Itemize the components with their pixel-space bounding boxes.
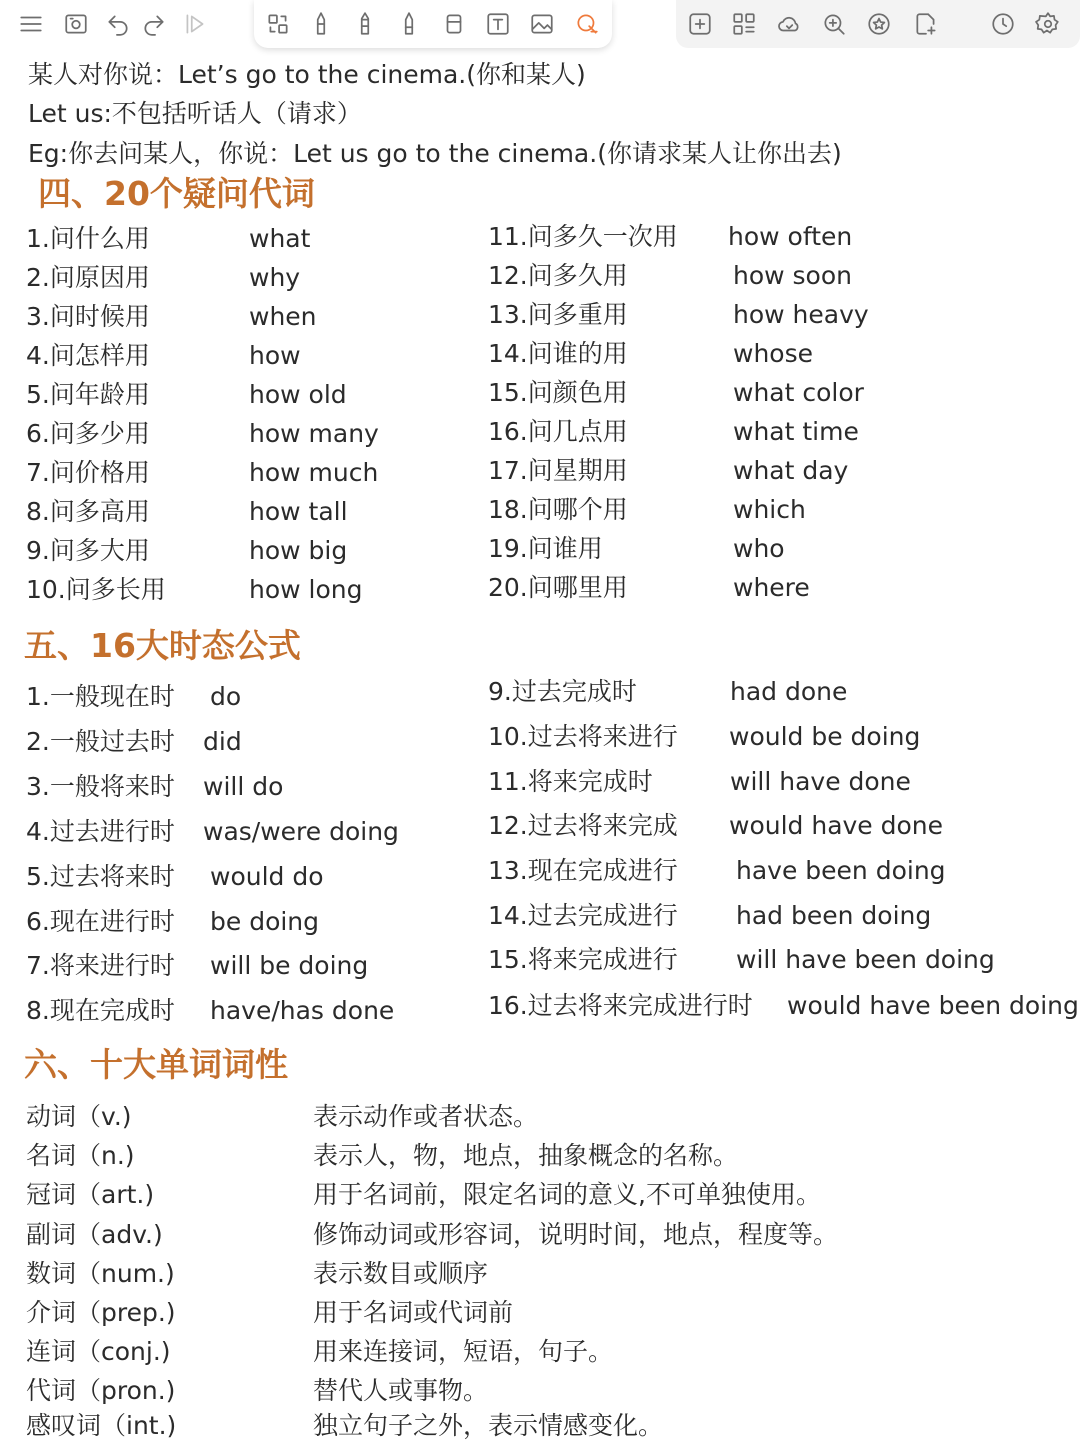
cloud-sync-icon[interactable] [774,9,804,39]
pronoun-en-13: how heavy [733,300,869,329]
tense-cn-3: 3.一般将来时 [26,772,175,801]
pronoun-en-15: what color [733,378,864,407]
redo-icon[interactable] [139,9,169,39]
pos-term-5: 数词（num.) [26,1259,175,1288]
pronoun-en-9: how big [249,536,348,565]
tense-cn-16: 16.过去将来完成进行时 [488,991,753,1020]
grid-view-icon[interactable] [729,9,759,39]
pos-term-8: 代词（pron.) [26,1376,176,1405]
pos-desc-7: 用来连接词，短语，句子。 [313,1337,614,1366]
pronoun-cn-12: 12.问多久用 [488,261,628,290]
tense-cn-2: 2.一般过去时 [26,727,175,756]
pronoun-en-18: which [733,495,806,524]
pronoun-cn-1: 1.问什么用 [26,224,150,253]
pronoun-cn-20: 20.问哪里用 [488,573,628,602]
pos-desc-8: 替代人或事物。 [313,1376,489,1405]
pencil-icon[interactable] [350,9,380,39]
pos-term-4: 副词（adv.) [26,1220,163,1249]
intro-line-1: 某人对你说：Let’s go to the cinema.(你和某人) [28,60,586,89]
tense-en-3: will do [203,772,284,801]
pronoun-cn-19: 19.问谁用 [488,534,603,563]
tense-cn-13: 13.现在完成进行 [488,856,678,885]
pos-term-6: 介词（prep.) [26,1298,176,1327]
pronoun-en-1: what [249,224,311,253]
undo-icon[interactable] [103,9,133,39]
pronoun-cn-3: 3.问时候用 [26,302,150,331]
highlighter-icon[interactable] [394,9,424,39]
tense-en-12: would have done [729,811,944,840]
play-icon[interactable] [180,9,210,39]
pronoun-cn-8: 8.问多高用 [26,497,150,526]
export-page-icon[interactable] [911,9,941,39]
pronoun-en-20: where [733,573,810,602]
image-icon[interactable] [527,9,557,39]
pronoun-cn-11: 11.问多久一次用 [488,222,678,251]
pronoun-en-3: when [249,302,317,331]
section-6-heading: 六、十大单词词性 [24,1045,288,1084]
pronoun-en-7: how much [249,458,379,487]
section-5-heading: 五、16大时态公式 [24,626,301,665]
tense-cn-14: 14.过去完成进行 [488,901,678,930]
pronoun-cn-13: 13.问多重用 [488,300,628,329]
tense-en-14: had been doing [736,901,932,930]
pronoun-cn-17: 17.问星期用 [488,456,628,485]
pos-term-9: 感叹词（int.) [26,1411,177,1440]
zoom-in-icon[interactable] [819,9,849,39]
pronoun-en-19: who [733,534,785,563]
tense-en-2: did [203,727,242,756]
pos-desc-6: 用于名词或代词前 [313,1298,514,1327]
shape-lasso-icon[interactable] [572,9,602,39]
tense-en-9: had done [730,677,848,706]
lasso-select-icon[interactable] [263,9,293,39]
settings-icon[interactable] [1033,9,1063,39]
pronoun-cn-5: 5.问年龄用 [26,380,150,409]
tense-en-6: be doing [210,907,320,936]
pronoun-en-11: how often [728,222,853,251]
pronoun-cn-4: 4.问怎样用 [26,341,150,370]
pronoun-cn-18: 18.问哪个用 [488,495,628,524]
intro-line-3: Eg:你去问某人，你说：Let us go to the cinema.(你请求某人让你出去) [28,139,842,168]
pos-desc-9: 独立句子之外，表示情感变化。 [313,1411,664,1440]
pronoun-en-17: what day [733,456,849,485]
pronoun-en-14: whose [733,339,813,368]
tense-en-13: have been doing [736,856,946,885]
pronoun-cn-16: 16.问几点用 [488,417,628,446]
pos-term-3: 冠词（art.) [26,1180,155,1209]
tense-en-5: would do [210,862,324,891]
pronoun-en-2: why [249,263,301,292]
add-page-icon[interactable] [685,9,715,39]
pronoun-en-8: how tall [249,497,348,526]
pronoun-cn-2: 2.问原因用 [26,263,150,292]
intro-line-2: Let us:不包括听话人（请求） [28,99,362,128]
tense-cn-8: 8.现在完成时 [26,996,175,1025]
tense-cn-5: 5.过去将来时 [26,862,175,891]
eraser-icon[interactable] [439,9,469,39]
pos-term-7: 连词（conj.) [26,1337,171,1366]
pronoun-en-6: how many [249,419,379,448]
tense-en-7: will be doing [210,951,369,980]
tense-cn-9: 9.过去完成时 [488,677,637,706]
history-icon[interactable] [988,9,1018,39]
tense-cn-7: 7.将来进行时 [26,951,175,980]
pos-desc-2: 表示人，物，地点，抽象概念的名称。 [313,1141,739,1170]
pronoun-en-5: how old [249,380,347,409]
pos-desc-3: 用于名词前，限定名词的意义,不可单独使用。 [313,1180,821,1209]
text-box-icon[interactable] [483,9,513,39]
tense-cn-11: 11.将来完成时 [488,767,653,796]
menu-icon[interactable] [16,9,46,39]
section-4-heading: 四、20个疑问代词 [38,174,315,213]
tense-en-15: will have been doing [736,945,995,974]
tense-en-16: would have been doing [787,991,1079,1020]
pronoun-cn-9: 9.问多大用 [26,536,150,565]
pronoun-en-12: how soon [733,261,852,290]
pronoun-en-10: how long [249,575,363,604]
pos-desc-4: 修饰动词或形容词，说明时间，地点，程度等。 [313,1220,839,1249]
pronoun-en-16: what time [733,417,859,446]
tense-cn-6: 6.现在进行时 [26,907,175,936]
pronoun-cn-14: 14.问谁的用 [488,339,628,368]
tense-en-1: do [210,682,242,711]
camera-icon[interactable] [61,9,91,39]
favorite-icon[interactable] [864,9,894,39]
tense-cn-15: 15.将来完成进行 [488,945,678,974]
tense-cn-1: 1.一般现在时 [26,682,175,711]
tense-en-4: was/were doing [203,817,399,846]
pronoun-cn-7: 7.问价格用 [26,458,150,487]
pen-icon[interactable] [306,9,336,39]
top-toolbar [0,0,1080,52]
pronoun-cn-15: 15.问颜色用 [488,378,628,407]
tense-cn-4: 4.过去进行时 [26,817,175,846]
pronoun-cn-6: 6.问多少用 [26,419,150,448]
tense-en-11: will have done [730,767,911,796]
tense-cn-10: 10.过去将来进行 [488,722,678,751]
pos-desc-5: 表示数目或顺序 [313,1259,489,1288]
tense-cn-12: 12.过去将来完成 [488,811,678,840]
pronoun-cn-10: 10.问多长用 [26,575,166,604]
pos-desc-1: 表示动作或者状态。 [313,1102,539,1131]
pos-term-2: 名词（n.) [26,1141,135,1170]
tense-en-8: have/has done [210,996,395,1025]
pronoun-en-4: how [249,341,301,370]
tense-en-10: would be doing [729,722,921,751]
pos-term-1: 动词（v.) [26,1102,132,1131]
